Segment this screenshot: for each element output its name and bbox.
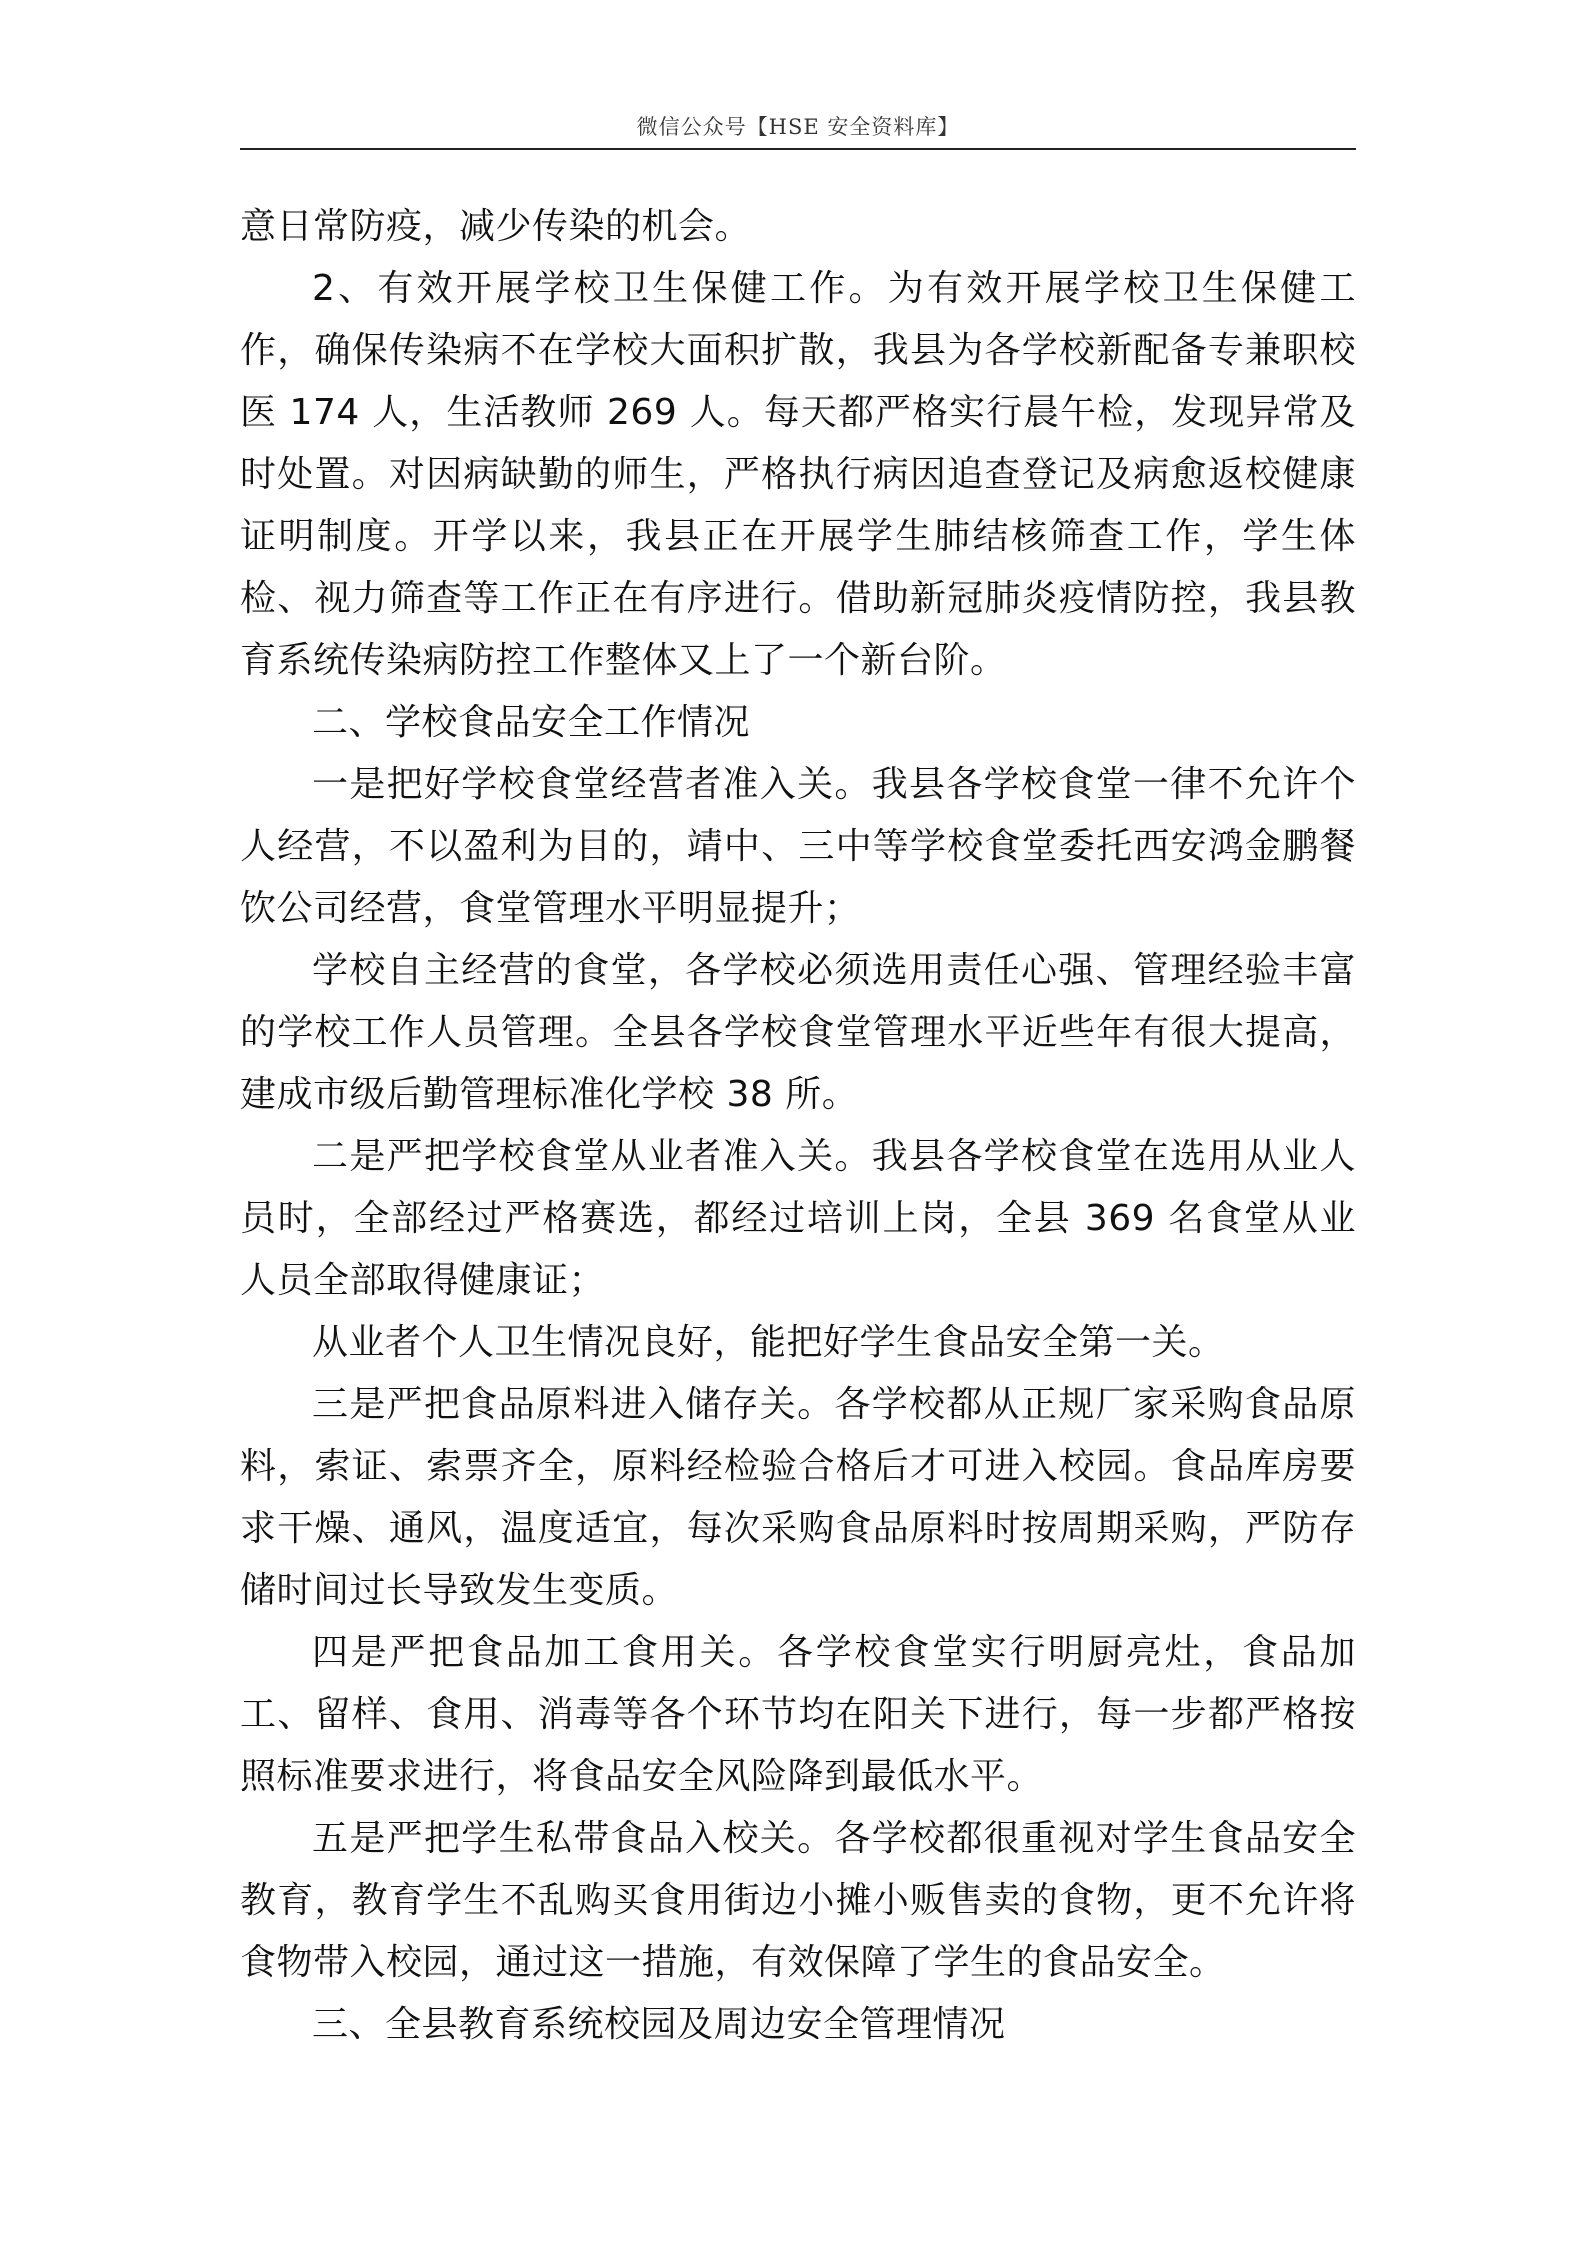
- header-divider: [240, 148, 1356, 150]
- section-heading-food-safety: 二、学校食品安全工作情况: [312, 702, 751, 743]
- paragraph-operator-access: 一是把好学校食堂经营者准入关。我县各学校食堂一律不允许个人经营，不以盈利为目的，靖中、三中等学校食堂委托西安鸿金鹏餐饮公司经营，食堂管理水平明显提升；: [240, 764, 1356, 929]
- page-header: 微信公众号【HSE 安全资料库】: [636, 115, 960, 139]
- paragraph-staff-access: 二是严把学校食堂从业者准入关。我县各学校食堂在选用从业人员时，全部经过严格赛选，都经过培训上岗，全县 369 名食堂从业人员全部取得健康证；: [240, 1136, 1356, 1301]
- paragraph-private-food: 五是严把学生私带食品入校关。各学校都很重视对学生食品安全教育，教育学生不乱购买食用街边小摊小贩售卖的食物，更不允许将食物带入校园，通过这一措施，有效保障了学生的食品安全。: [240, 1818, 1356, 1983]
- paragraph-self-operated-canteen: 学校自主经营的食堂，各学校必须选用责任心强、管理经验丰富的学校工作人员管理。全县各学校食堂管理水平近些年有很大提高，建成市级后勤管理标准化学校 38 所。: [240, 950, 1356, 1115]
- document-body: [240, 196, 1356, 2056]
- paragraph-staff-hygiene: 从业者个人卫生情况良好，能把好学生食品安全第一关。: [312, 1322, 1225, 1363]
- paragraph-raw-material-storage: 三是严把食品原料进入储存关。各学校都从正规厂家采购食品原料，索证、索票齐全，原料经检验合格后才可进入校园。食品库房要求干燥、通风，温度适宜，每次采购食品原料时按周期采购，严防存储时间过长导致发生变质。: [240, 1384, 1356, 1611]
- paragraph-continuation: 意日常防疫，减少传染的机会。: [240, 206, 752, 247]
- section-heading-campus-safety: 三、全县教育系统校园及周边安全管理情况: [312, 2004, 1006, 2045]
- paragraph-health-care: 2、有效开展学校卫生保健工作。为有效开展学校卫生保健工作，确保传染病不在学校大面积扩散，我县为各学校新配备专兼职校医 174 人，生活教师 269 人。每天都严格实行晨午检，发现异常及时处置。对因病缺勤的师生，严格执行病因追查登记及病愈返校健康证明制度。开学以来，我县正在开展学生肺结核筛查工作，学生体检、视力筛查等工作正在有序进行。借助新冠肺炎疫情防控，我县教育系统传染病防控工作整体又上了一个新台阶。: [240, 268, 1356, 681]
- paragraph-food-processing: 四是严把食品加工食用关。各学校食堂实行明厨亮灶，食品加工、留样、食用、消毒等各个环节均在阳关下进行，每一步都严格按照标准要求进行，将食品安全风险降到最低水平。: [240, 1632, 1356, 1797]
